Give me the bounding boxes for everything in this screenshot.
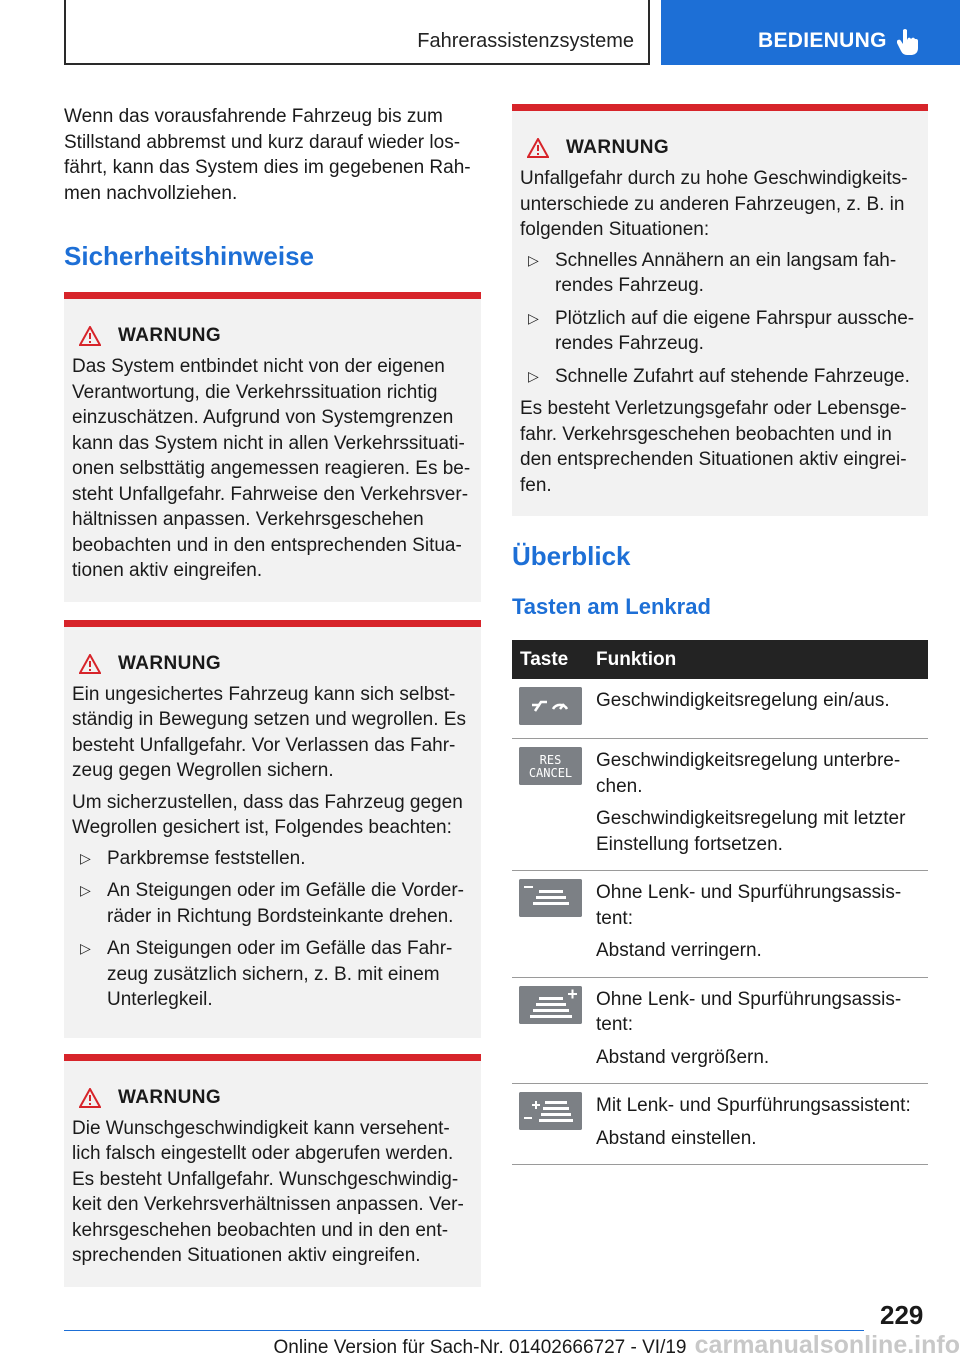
function-text: Abstand einstellen.: [596, 1127, 757, 1149]
table-row: [512, 679, 928, 739]
section-tab: [661, 0, 960, 65]
warning-text-2: Um sicherzustellen, dass das Fahrzeug gegen Wegrollen gesichert ist, Folgendes beachten:: [72, 791, 463, 838]
warning-box-right: [512, 104, 928, 516]
warning-text: Das System entbindet nicht von der eigenen Verantwortung, die Verkehrssituation richtig einzuschätzen. Aufgrund von Systemgrenzen kann das System nicht in allen Verkehrssituati-onen selbsttätig angemessen reagieren. Es be-steht Unfallgefahr. Fahrweise den Verkehrsver-hältnissen anpassen. Verkehrsgeschehen beobachten und in den entsprechenden Situa-tionen aktiv eingreifen.: [72, 356, 471, 581]
warning-title: WARNUNG: [118, 325, 222, 346]
table-row: [512, 871, 928, 978]
function-text: Abstand verringern.: [596, 940, 762, 961]
function-text: Geschwindigkeitsregelung unterbre-chen.: [596, 750, 901, 797]
intro-paragraph: Wenn das vorausfahrende Fahrzeug bis zum Stillstand abbremst und kurz darauf wieder los-fährt, kann das System dies im gegebenen Rah-men nachvollziehen.: [64, 106, 471, 204]
table-row: [512, 1084, 928, 1165]
warning-box-2: [64, 620, 481, 1038]
warning-title: WARNUNG: [118, 652, 222, 674]
list-item: ▷ An Steigungen oder im Gefälle das Fahr-zeug zusätzlich sichern, z. B. mit einem Unterlegkeil.: [80, 938, 453, 1010]
table-row: [512, 977, 928, 1084]
page-number: 229: [880, 1300, 924, 1330]
column-header-funktion: Funktion: [596, 640, 928, 679]
svg-text:RES: RES: [539, 753, 562, 767]
table-header-row: [512, 640, 928, 679]
list-item: ▷ Schnelle Zufahrt auf stehende Fahrzeuge.: [520, 364, 920, 390]
warning-triangle-icon: [79, 654, 101, 674]
section-title: BEDIENUNG: [758, 29, 887, 52]
function-text: Geschwindigkeitsregelung mit letzter Einstellung fortsetzen.: [596, 808, 906, 855]
list-item: ▷ Schnelles Annähern an ein langsam fah-rendes Fahrzeug.: [528, 249, 897, 296]
bullet-triangle-icon: ▷: [80, 940, 91, 956]
warning-box-1: [64, 292, 481, 602]
warning-text-2: Es besteht Verletzungsgefahr oder Lebensge-fahr. Verkehrsgeschehen beobachten und in den entsprechenden Situationen aktiv eingrei-fen.: [520, 398, 907, 496]
bullet-triangle-icon: ▷: [528, 309, 539, 326]
list-item: ▷ An Steigungen oder im Gefälle die Vorder-räder in Richtung Bordsteinkante drehen.: [80, 880, 464, 927]
steering-wheel-keys-table: [512, 640, 928, 1165]
distance-increase-icon: [519, 986, 582, 1024]
warning-list: [72, 846, 473, 1013]
table-row: [512, 739, 928, 871]
warning-list: [520, 248, 920, 390]
heading-sicherheitshinweise: Sicherheitshinweise: [64, 241, 314, 271]
online-version-footer: Online Version für Sach-Nr. 01402666727 - VI/19: [273, 1337, 687, 1358]
function-text: Geschwindigkeitsregelung ein/aus.: [596, 690, 890, 711]
warning-box-3: [64, 1054, 481, 1287]
warning-triangle-icon: [527, 138, 549, 158]
bullet-triangle-icon: ▷: [80, 849, 91, 866]
heading-tasten-am-lenkrad: Tasten am Lenkrad: [512, 594, 711, 619]
bullet-triangle-icon: ▷: [528, 367, 539, 384]
distance-decrease-icon: [519, 879, 582, 917]
right-column: [512, 104, 928, 1165]
cruise-control-onoff-icon: [519, 687, 582, 725]
column-header-taste: Taste: [512, 640, 596, 679]
function-text: Abstand vergrößern.: [596, 1046, 770, 1068]
bullet-triangle-icon: ▷: [80, 882, 91, 898]
svg-text:CANCEL: CANCEL: [528, 766, 573, 780]
warning-title: WARNUNG: [566, 137, 670, 158]
function-text: Ohne Lenk- und Spurführungsassis-tent:: [596, 882, 902, 929]
warning-text: Ein ungesichertes Fahrzeug kann sich selbst-ständig in Bewegung setzen und wegrollen. Es besteht Unfallgefahr. Vor Verlassen das Fahr-zeug gegen Wegrollen sichern.: [72, 683, 466, 781]
warning-text: Unfallgefahr durch zu hohe Geschwindigkeits-unterschiede zu anderen Fahrzeugen, z. B. in folgenden Situationen:: [520, 168, 908, 240]
chapter-title: Fahrerassistenzsysteme: [417, 30, 634, 52]
heading-ueberblick: Überblick: [512, 541, 631, 571]
list-item: ▷ Parkbremse feststellen.: [72, 846, 473, 872]
distance-adjust-icon: [519, 1092, 582, 1130]
warning-text: Die Wunschgeschwindigkeit kann versehent-lich falsch eingestellt oder abgerufen werden. Es besteht Unfallgefahr. Wunschgeschwindig-keit den Verkehrsverhältnissen anpassen. Ver-kehrsgeschehen beobachten und in den ent-sprechenden Situationen aktiv eingreifen.: [72, 1117, 464, 1266]
list-item: ▷ Plötzlich auf die eigene Fahrspur ausschе-rendes Fahrzeug.: [528, 307, 915, 354]
warning-triangle-icon: [79, 1088, 101, 1108]
function-text: Mit Lenk- und Spurführungsassistent:: [596, 1095, 911, 1116]
watermark: carmanualsonline.info: [694, 1331, 960, 1359]
chapter-tab: [64, 0, 650, 65]
left-column: [64, 104, 481, 1287]
pointing-hand-icon: [897, 28, 921, 56]
bullet-triangle-icon: ▷: [528, 251, 539, 268]
warning-triangle-icon: [79, 326, 101, 346]
function-text: Ohne Lenk- und Spurführungsassis-tent:: [596, 988, 902, 1035]
warning-title: WARNUNG: [118, 1086, 222, 1108]
res-cancel-icon: [519, 747, 582, 785]
